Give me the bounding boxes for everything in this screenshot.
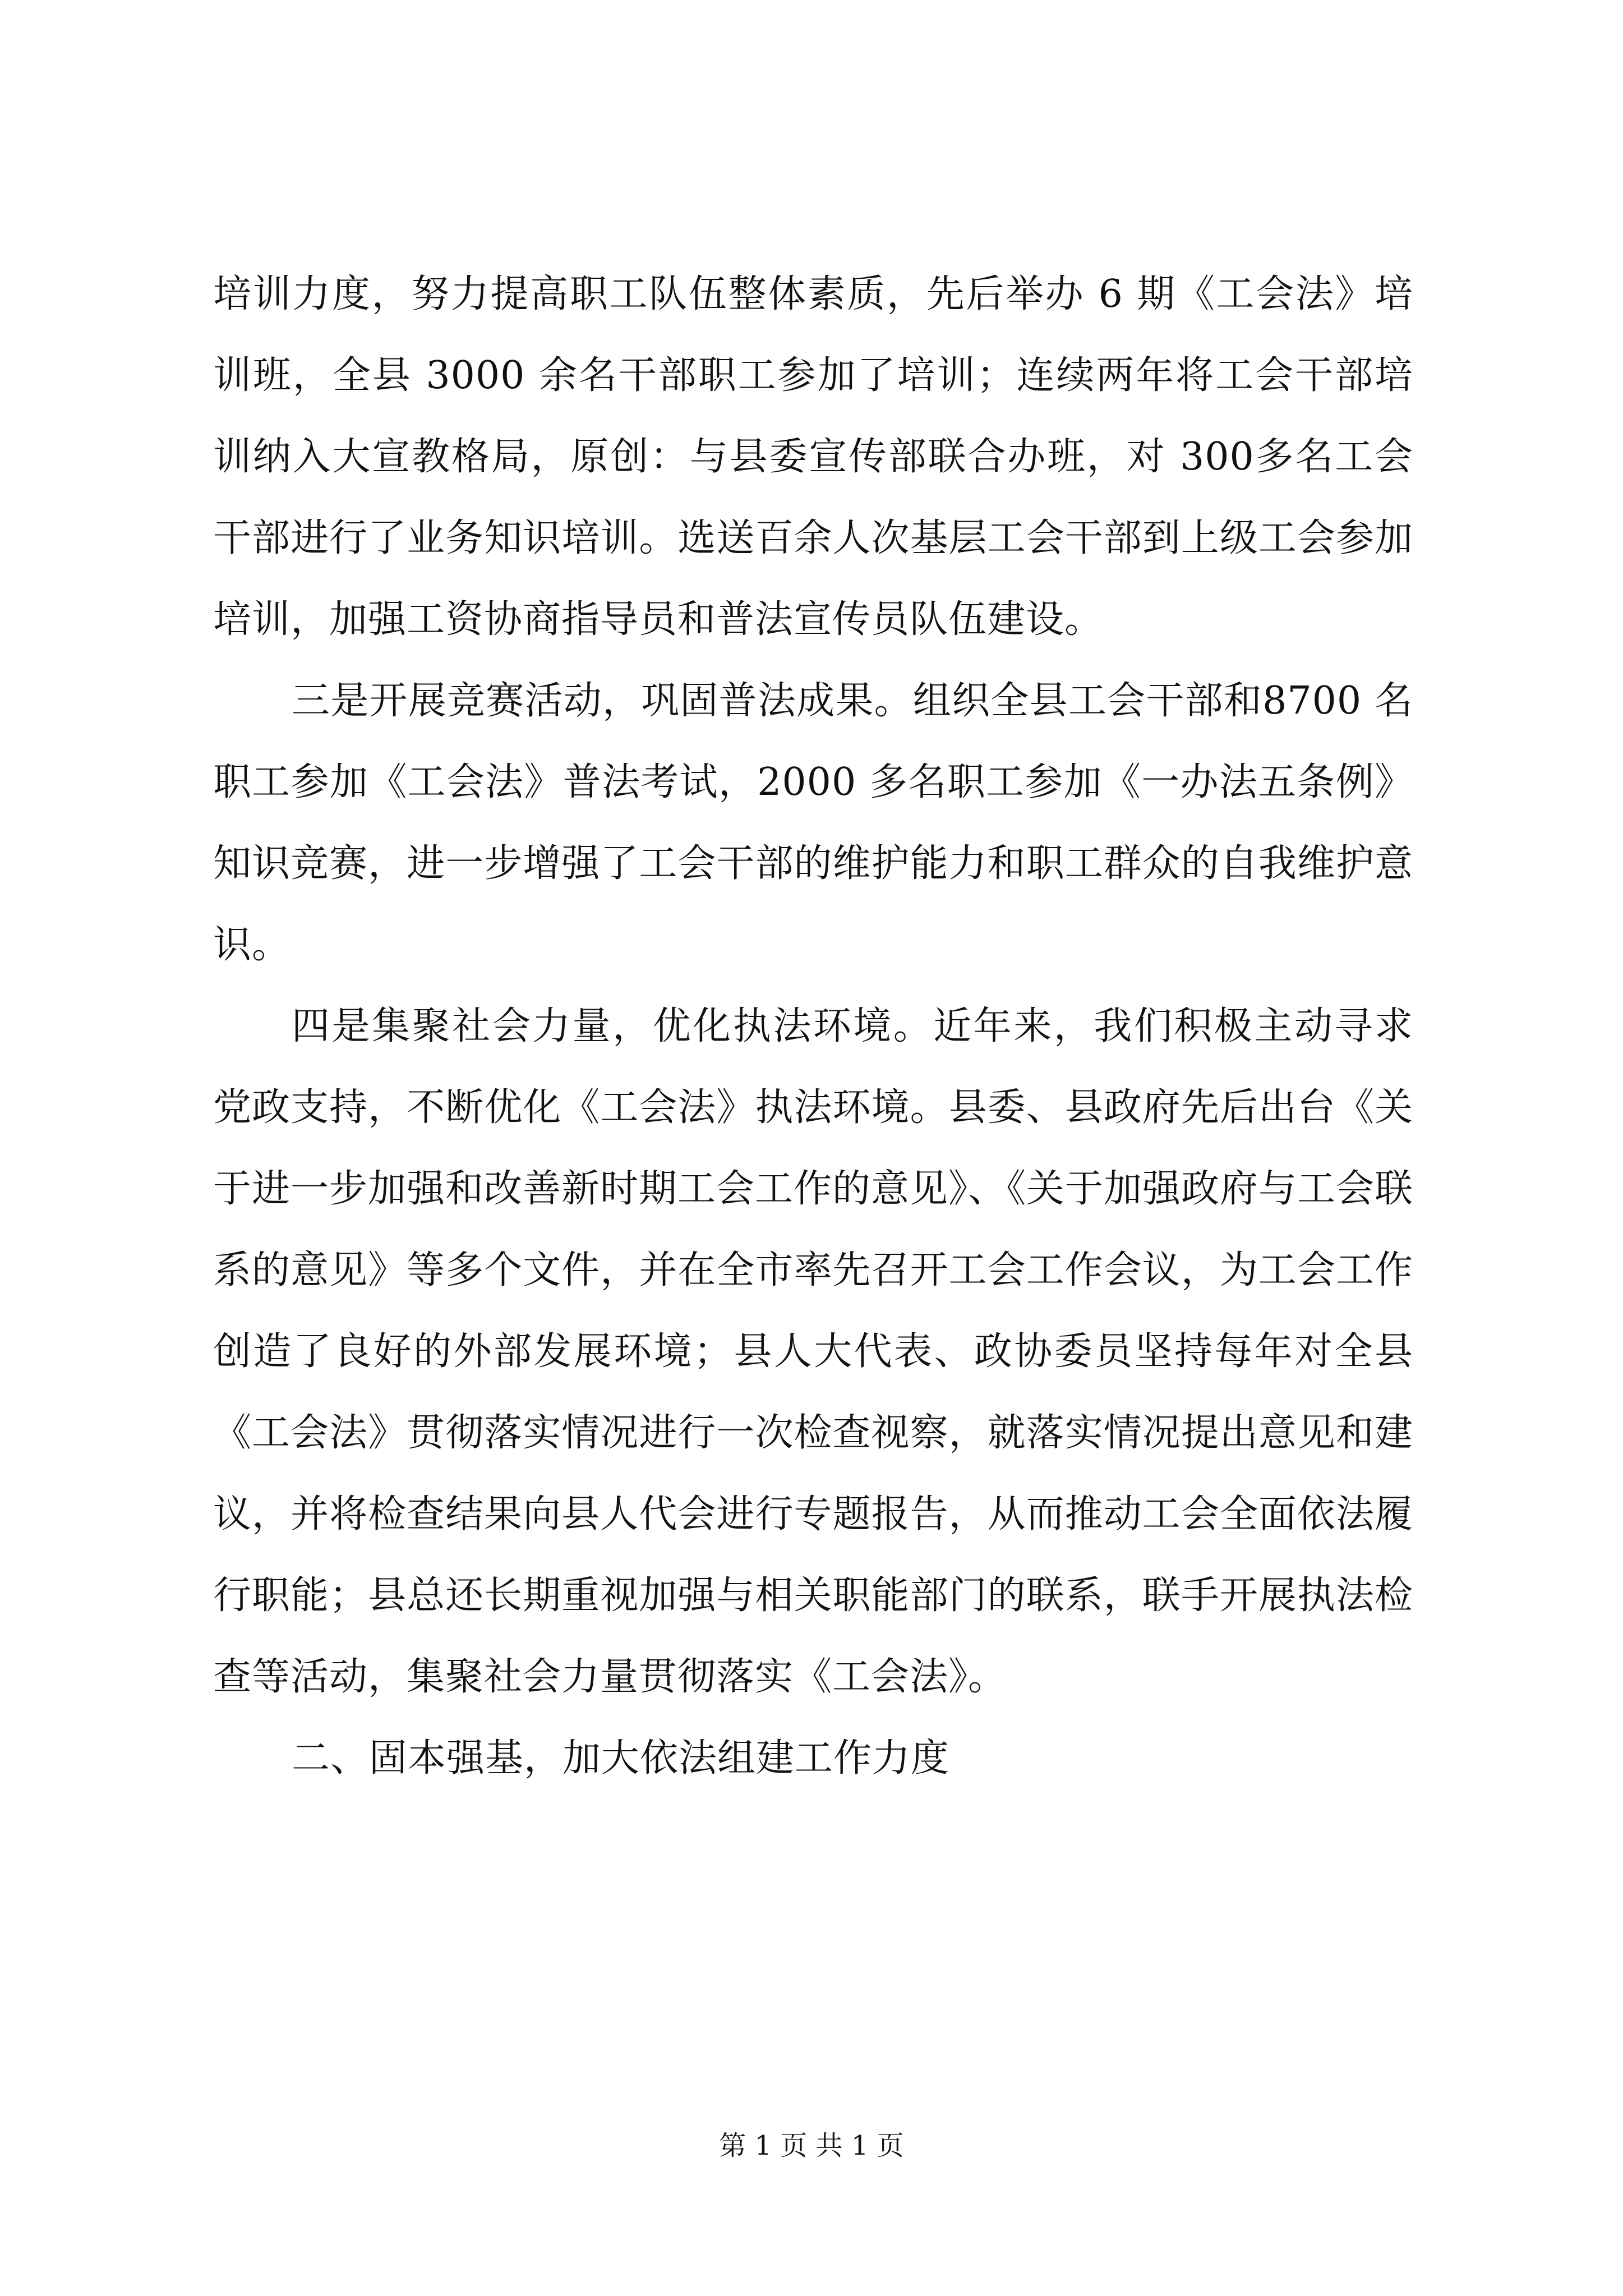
paragraph-training: 培训力度，努力提高职工队伍整体素质，先后举办 6 期《工会法》培训班，全县 3000 余名干部职工参加了培训；连续两年将工会干部培训纳入大宣教格局，原创：与县委宣传部联合办班，对 300多名工会干部进行了业务知识培训。选送百余人次基层工会干部到上级工会参加培训，加强工资协商指导员和普法宣传员队伍建设。 [213,272,1413,642]
document-body [213,254,1413,1799]
paragraph-social-forces: 四是集聚社会力量，优化执法环境。近年来，我们积极主动寻求党政支持，不断优化《工会法》执法环境。县委、县政府先后出台《关于进一步加强和改善新时期工会工作的意见》、《关于加强政府与工会联系的意见》等多个文件，并在全市率先召开工会工作会议，为工会工作创造了良好的外部发展环境；县人大代表、政协委员坚持每年对全县《工会法》贯彻落实情况进行一次检查视察，就落实情况提出意见和建议，并将检查结果向县人代会进行专题报告，从而推动工会全面依法履行职能；县总还长期重视加强与相关职能部门的联系，联手开展执法检查等活动，集聚社会力量贯彻落实《工会法》。 [213,1004,1414,1699]
page-number-footer: 第 1 页 共 1 页 [719,2130,904,2161]
paragraph-competition: 三是开展竞赛活动，巩固普法成果。组织全县工会干部和8700 名职工参加《工会法》普法考试，2000 多名职工参加《一办法五条例》知识竞赛，进一步增强了工会干部的维护能力和职工群众的自我维护意识。 [213,679,1413,967]
section-heading: 二、固本强基，加大依法组建工作力度 [292,1736,950,1780]
